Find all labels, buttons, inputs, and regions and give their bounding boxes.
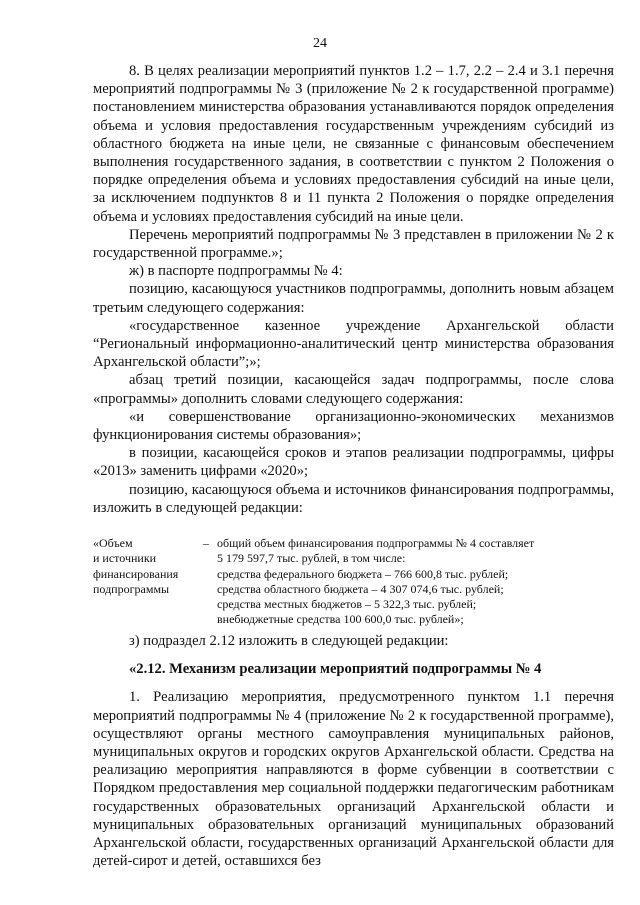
paragraph-tasks: абзац третий позиции, касающейся задач подпрограммы, после слова «программы» дополнить словами следующего содержания: bbox=[93, 372, 614, 407]
funding-value-line: 5 179 597,7 тыс. рублей, в том числе: bbox=[217, 551, 406, 566]
paragraph-funding: позицию, касающуюся объема и источников финансирования подпрограммы, изложить в следующей редакции: bbox=[93, 481, 614, 516]
text-upper bbox=[93, 62, 614, 517]
funding-label-line: и источники bbox=[93, 551, 157, 566]
paragraph-list-note: Перечень мероприятий подпрограммы № 3 представлен в приложении № 2 к государственной программе.»; bbox=[93, 226, 614, 262]
funding-label-line: финансирования bbox=[93, 566, 179, 581]
funding-value-line: средства местных бюджетов – 5 322,3 тыс. рублей; bbox=[217, 597, 477, 612]
funding-value-line: средства федерального бюджета – 766 600,8 тыс. рублей; bbox=[217, 566, 509, 581]
funding-table bbox=[93, 536, 614, 628]
paragraph-participants: позицию, касающуюся участников подпрограммы, дополнить новым абзацем третьим следующего содержания: bbox=[93, 281, 614, 316]
funding-value-line: средства областного бюджета – 4 307 074,6 тыс. рублей; bbox=[217, 581, 504, 596]
paragraph-institution: «государственное казенное учреждение Архангельской области “Региональный информационно-аналитический центр министерства образования Архангельской области”;»; bbox=[93, 317, 614, 371]
funding-value-line: общий объем финансирования подпрограммы № 4 составляет bbox=[217, 536, 535, 550]
paragraph-mechanisms: «и совершенствование организационно-экономических механизмов функционирования системы образования»; bbox=[93, 408, 614, 444]
funding-label bbox=[93, 536, 203, 628]
funding-dash: – bbox=[203, 536, 209, 550]
funding-value-line: внебюджетные средства 100 600,0 тыс. рублей»; bbox=[217, 612, 464, 627]
section-heading: «2.12. Механизм реализации мероприятий подпрограммы № 4 bbox=[129, 661, 542, 678]
paragraph-mechanism-1: 1. Реализацию мероприятия, предусмотренного пунктом 1.1 перечня мероприятий подпрограммы № 4 (приложение № 2 к государственной программе), осуществляют органы местного самоуправления муниципальных районов, муниципальных округов и городских округов Архангельской области. Средства на реализацию мероприятия направляются в форме субвенции в соответствии с Порядком предоставления мер социальной поддержки педагогическим работникам государственных образовательных организаций Архангельской области и муниципальных образовательных организаций муниципальных образований Архангельской области, государственных организаций Архангельской области для детей-сирот и детей, оставшихся без bbox=[93, 689, 614, 870]
paragraph-z: з) подраздел 2.12 изложить в следующей редакции: bbox=[129, 633, 449, 649]
paragraph-zh: ж) в паспорте подпрограммы № 4: bbox=[129, 263, 343, 280]
funding-row bbox=[93, 536, 614, 628]
funding-label-line: «Объем bbox=[93, 536, 133, 550]
page-number: 24 bbox=[313, 36, 327, 51]
text-lower bbox=[93, 632, 614, 870]
paragraph-terms: в позиции, касающейся сроков и этапов реализации подпрограммы, цифры «2013» заменить цифрами «2020»; bbox=[93, 445, 614, 480]
funding-label-line: подпрограммы bbox=[93, 581, 170, 596]
paragraph-8: 8. В целях реализации мероприятий пунктов 1.2 – 1.7, 2.2 – 2.4 и 3.1 перечня мероприятий подпрограммы № 3 (приложение № 2 к государственной программе) постановлением министерства образования устанавливаются порядок определения объема и условия предоставления государственным учреждениям субсидий из областного бюджета на иные цели, не связанные с финансовым обеспечением выполнения государственного задания, в соответствии с пунктом 2 Положения о порядке определения объема и условиях предоставления субсидий на иные цели, за исключением подпунктов 8 и 11 пункта 2 Положения о порядке определения объема и условиях предоставления субсидий на иные цели. bbox=[93, 63, 614, 225]
funding-values bbox=[217, 536, 614, 628]
